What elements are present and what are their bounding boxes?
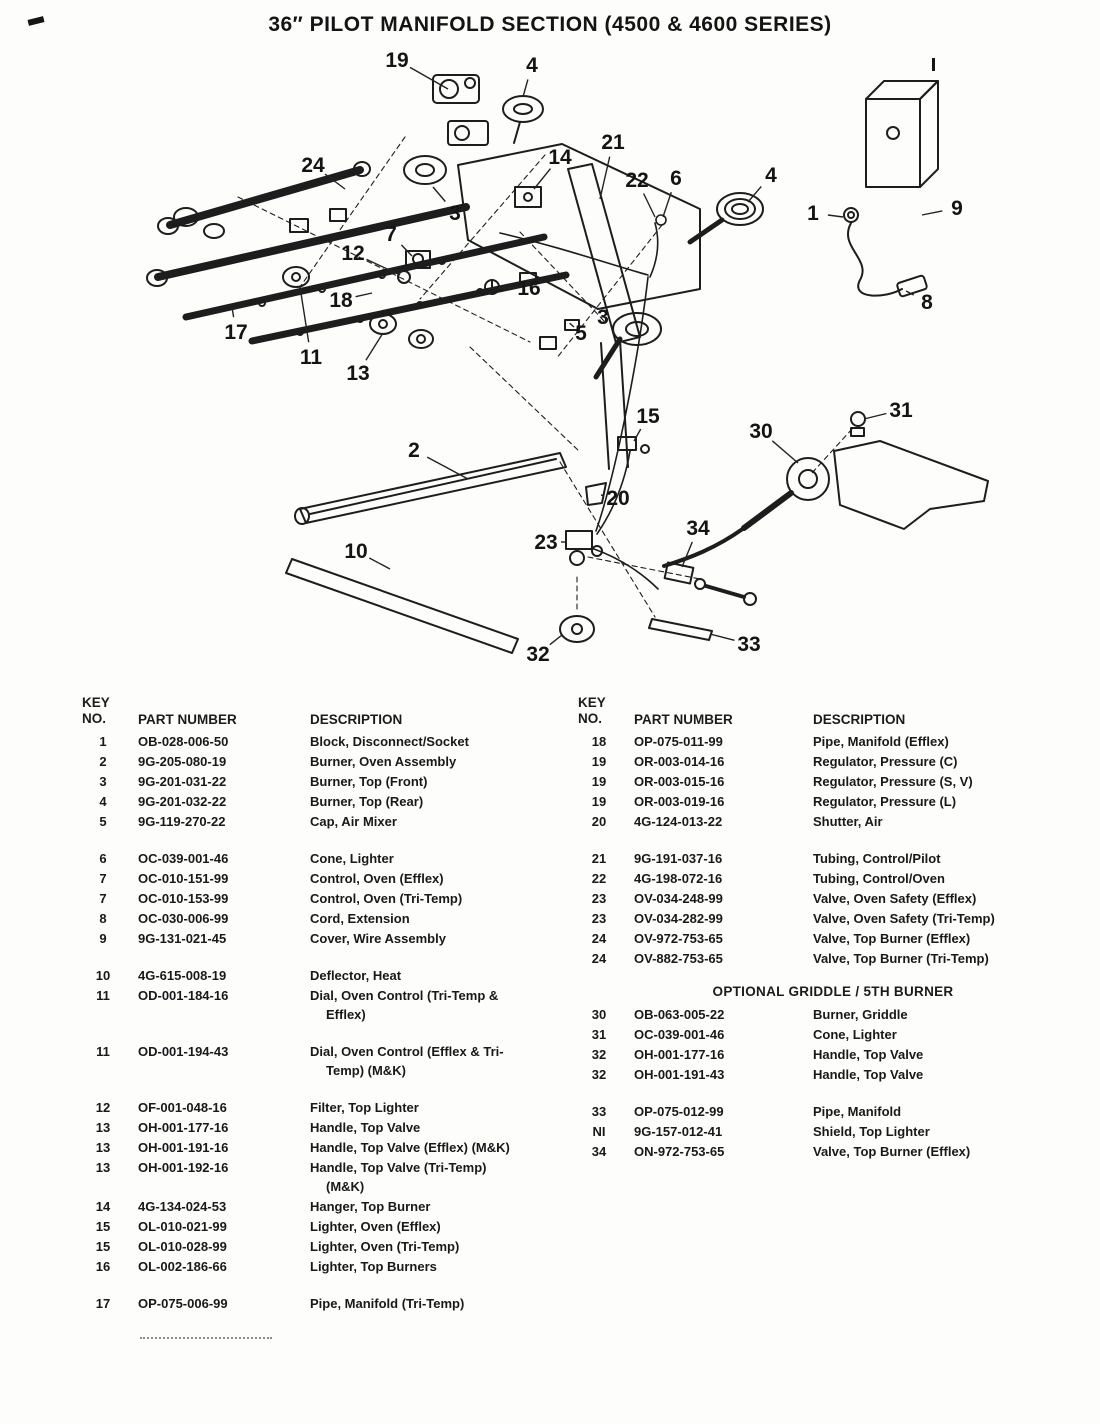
row-part: 9G-201-031-22 (138, 774, 227, 789)
row-desc: Filter, Top Lighter (310, 1100, 419, 1115)
table-row (578, 1005, 1058, 1024)
callout-leader-2 (427, 457, 468, 479)
callout-4: 4 (526, 54, 538, 77)
row-part: 4G-615-008-19 (138, 968, 227, 983)
table-row (578, 1142, 1058, 1161)
row-desc: Cone, Lighter (813, 1027, 897, 1042)
callout-2: 2 (408, 439, 420, 462)
callout-leader-9 (922, 211, 942, 215)
callout-8: 8 (921, 291, 933, 314)
table-row (82, 986, 522, 1024)
oven-burner-and-deflector (286, 453, 566, 653)
callout-7: 7 (385, 223, 397, 246)
row-part: OV-034-282-99 (634, 911, 723, 926)
row-key: 4 (99, 794, 107, 809)
row-part: 4G-134-024-53 (138, 1199, 227, 1214)
griddle-burner (664, 412, 988, 566)
row-desc: Deflector, Heat (310, 968, 402, 983)
table-row (578, 792, 1058, 811)
row-desc: Tubing, Control/Pilot (813, 851, 941, 866)
callout-33: 33 (737, 633, 761, 656)
table-row (578, 772, 1058, 791)
row-part: OV-972-753-65 (634, 931, 723, 946)
row-key: 10 (95, 968, 111, 983)
row-key: 13 (95, 1160, 111, 1175)
row-desc: Pipe, Manifold (Efflex) (813, 734, 949, 749)
row-desc: Valve, Top Burner (Tri-Temp) (813, 951, 989, 966)
table-row (82, 889, 522, 908)
burner-box-frame (458, 144, 700, 469)
row-part: OD-001-194-43 (138, 1044, 229, 1059)
row-key: 17 (95, 1296, 111, 1311)
row-key: 14 (95, 1199, 111, 1214)
table-row (578, 752, 1058, 771)
row-desc: Lighter, Oven (Tri-Temp) (310, 1239, 460, 1254)
row-part: OH-001-191-16 (138, 1140, 229, 1155)
row-key: 24 (591, 951, 607, 966)
table-row (82, 1294, 522, 1313)
table-row (82, 1042, 522, 1080)
scan-dotted-line (140, 1337, 272, 1339)
row-key: 6 (99, 851, 107, 866)
row-key: 13 (95, 1120, 111, 1135)
callout-leader-3 (433, 187, 445, 202)
row-desc: Regulator, Pressure (S, V) (813, 774, 973, 789)
table-row (82, 772, 522, 791)
row-part: OL-002-186-66 (138, 1259, 227, 1274)
callout-30: 30 (749, 420, 773, 443)
table-row (578, 732, 1058, 751)
callout-leader-4 (523, 79, 528, 97)
row-part: 9G-205-080-19 (138, 754, 227, 769)
row-part: OC-039-001-46 (634, 1027, 725, 1042)
callout-leader-32 (550, 635, 562, 645)
table-row (82, 792, 522, 811)
row-desc: Control, Oven (Tri-Temp) (310, 891, 463, 906)
table-body-left (82, 732, 522, 1313)
row-desc: Handle, Top Valve (310, 1120, 421, 1135)
callout-5: 5 (575, 322, 587, 345)
oven-lighter (618, 437, 649, 453)
callout-leader-33 (710, 634, 735, 640)
row-desc: Valve, Top Burner (Efflex) (813, 1144, 971, 1159)
row-key: 20 (591, 814, 607, 829)
table-row (82, 929, 522, 948)
table-row (82, 812, 522, 831)
row-desc: Regulator, Pressure (L) (813, 794, 957, 809)
row-desc: Burner, Top (Front) (310, 774, 428, 789)
callout-21: 21 (601, 131, 625, 154)
table-row (82, 1217, 522, 1236)
page-title: 36″ PILOT MANIFOLD SECTION (4500 & 4600 SERIES) (268, 13, 832, 36)
row-key: 34 (591, 1144, 607, 1159)
callout-11: 11 (299, 346, 323, 369)
row-part: 9G-191-037-16 (634, 851, 723, 866)
callout-13: 13 (346, 362, 370, 385)
row-part: OH-001-177-16 (634, 1047, 725, 1062)
row-key: 19 (591, 794, 607, 809)
row-desc: Cone, Lighter (310, 851, 394, 866)
callout-19: 19 (385, 49, 409, 72)
callout-9: 9 (951, 197, 963, 220)
table-body-right-a (578, 732, 1058, 968)
row-desc: Tubing, Control/Oven (813, 871, 945, 886)
row-part: OL-010-028-99 (138, 1239, 227, 1254)
table-row (578, 949, 1058, 968)
callout-15: 15 (636, 405, 660, 428)
callout-3: 3 (449, 202, 461, 225)
callout-leader-19 (410, 67, 448, 89)
callout-leader-1 (828, 215, 843, 217)
callout-20: 20 (606, 487, 630, 510)
parts-list (0, 685, 1100, 1339)
row-part: 9G-131-021-45 (138, 931, 227, 946)
table-row (578, 1102, 1058, 1121)
row-part: OH-001-191-43 (634, 1067, 725, 1082)
row-key: 3 (99, 774, 107, 789)
callout-3: 3 (597, 306, 609, 329)
callout-12: 12 (341, 242, 365, 265)
table-row (578, 849, 1058, 868)
row-part: OP-075-006-99 (138, 1296, 228, 1311)
row-part: OH-001-177-16 (138, 1120, 229, 1135)
row-desc: Handle, Top Valve (Efflex) (M&K) (310, 1140, 510, 1155)
row-key: 11 (96, 1044, 110, 1059)
row-desc: Handle, Top Valve (813, 1047, 924, 1062)
table-row (82, 1138, 522, 1157)
row-key: 18 (591, 734, 607, 749)
exploded-diagram (0, 37, 1100, 685)
row-key: 21 (591, 851, 607, 866)
table-row (578, 909, 1058, 928)
row-part: OR-003-014-16 (634, 754, 725, 769)
callout-16: 16 (517, 277, 541, 300)
row-part: OP-075-012-99 (634, 1104, 724, 1119)
table-header (82, 695, 522, 727)
row-part: OP-075-011-99 (634, 734, 723, 749)
row-key: NI (592, 1124, 606, 1139)
callout-leader-18 (356, 293, 372, 297)
row-desc: Handle, Top Valve (Tri-Temp) (M&K) (310, 1160, 487, 1194)
callout-34: 34 (686, 517, 710, 540)
table-row (82, 1118, 522, 1137)
top-burner-valve-34 (665, 562, 756, 605)
row-desc: Burner, Griddle (813, 1007, 908, 1022)
callout-leader-10 (369, 558, 390, 569)
row-key: 24 (591, 931, 607, 946)
row-desc: Regulator, Pressure (C) (813, 754, 958, 769)
row-part: OF-001-048-16 (138, 1100, 227, 1115)
row-part: 4G-198-072-16 (634, 871, 723, 886)
table-row (578, 812, 1058, 831)
row-key: 9 (99, 931, 107, 946)
row-desc: Handle, Top Valve (813, 1067, 924, 1082)
row-key: 13 (95, 1140, 111, 1155)
row-key: 16 (95, 1259, 111, 1274)
callout-4: 4 (765, 164, 777, 187)
row-part: 9G-157-012-41 (634, 1124, 723, 1139)
row-key: 11 (96, 988, 110, 1003)
row-part: OC-010-151-99 (138, 871, 229, 886)
callout-1: 1 (807, 202, 819, 225)
oven-safety-valve (566, 531, 658, 589)
row-desc: Cover, Wire Assembly (310, 931, 446, 946)
row-key: 7 (99, 891, 107, 906)
row-key: 15 (95, 1219, 111, 1234)
table-row (82, 1158, 522, 1196)
row-desc: Dial, Oven Control (Tri-Temp & Efflex) (310, 988, 499, 1022)
table-row (82, 1257, 522, 1276)
row-part: OR-003-019-16 (634, 794, 725, 809)
table-row (578, 1045, 1058, 1064)
row-key: 32 (591, 1067, 607, 1082)
parts-table-right (578, 695, 1058, 1339)
row-desc: Shield, Top Lighter (813, 1124, 930, 1139)
row-part: OC-010-153-99 (138, 891, 229, 906)
row-desc: Pipe, Manifold (813, 1104, 902, 1119)
row-part: OB-063-005-22 (634, 1007, 725, 1022)
table-row (82, 732, 522, 751)
description-header: DESCRIPTION (813, 712, 906, 727)
table-row (82, 966, 522, 985)
row-desc: Block, Disconnect/Socket (310, 734, 469, 749)
callout-leader-5 (570, 323, 574, 327)
parts-table-left (82, 695, 522, 1339)
row-desc: Lighter, Top Burners (310, 1259, 437, 1274)
row-key: 23 (591, 891, 607, 906)
table-row (578, 889, 1058, 908)
part-number-header: PART NUMBER (138, 712, 237, 727)
row-part: ON-972-753-65 (634, 1144, 725, 1159)
row-key: 30 (591, 1007, 607, 1022)
callout-leader-13 (366, 333, 383, 360)
row-part: OR-003-015-16 (634, 774, 725, 789)
row-part: OH-001-192-16 (138, 1160, 229, 1175)
optional-griddle-heading: OPTIONAL GRIDDLE / 5TH BURNER (712, 984, 954, 999)
callout-24: 24 (301, 154, 325, 177)
callout-10: 10 (344, 540, 368, 563)
row-key: 31 (591, 1027, 607, 1042)
row-desc: Burner, Top (Rear) (310, 794, 424, 809)
row-part: OC-030-006-99 (138, 911, 229, 926)
row-part: OV-882-753-65 (634, 951, 723, 966)
row-key: 1 (99, 734, 107, 749)
fifth-burner-parts (560, 616, 712, 642)
row-part: 9G-201-032-22 (138, 794, 227, 809)
callout-23: 23 (534, 531, 558, 554)
row-key: 7 (99, 871, 107, 886)
row-part: OB-028-006-50 (138, 734, 229, 749)
row-key: 22 (591, 871, 607, 886)
row-key: 12 (95, 1100, 111, 1115)
callout-6: 6 (670, 167, 682, 190)
row-key: 15 (95, 1239, 111, 1254)
callout-leader-22 (644, 194, 655, 218)
row-part: OC-039-001-46 (138, 851, 229, 866)
table-row (82, 1098, 522, 1117)
row-part: 9G-119-270-22 (138, 814, 226, 829)
row-part: OV-034-248-99 (634, 891, 723, 906)
table-row (82, 752, 522, 771)
row-key: 19 (591, 774, 607, 789)
junction-box-and-cord (844, 81, 938, 297)
table-row (82, 849, 522, 868)
row-desc: Dial, Oven Control (Efflex & Tri-Temp) (M&K) (310, 1044, 504, 1078)
callout-leader-31 (864, 414, 886, 420)
table-row (82, 909, 522, 928)
row-desc: Cap, Air Mixer (310, 814, 397, 829)
callout-22: 22 (625, 169, 649, 192)
table-row (578, 1025, 1058, 1044)
row-key: 23 (591, 911, 607, 926)
row-key: 33 (591, 1104, 607, 1119)
callout-14: 14 (548, 146, 572, 169)
row-key: 2 (99, 754, 107, 769)
row-part: 4G-124-013-22 (634, 814, 723, 829)
row-key: 19 (591, 754, 607, 769)
row-desc: Valve, Oven Safety (Tri-Temp) (813, 911, 995, 926)
table-row (82, 1197, 522, 1216)
table-row (578, 929, 1058, 948)
callout-18: 18 (329, 289, 353, 312)
row-part: OD-001-184-16 (138, 988, 229, 1003)
callout-17: 17 (224, 321, 248, 344)
air-shutter (586, 483, 606, 505)
row-desc: Valve, Top Burner (Efflex) (813, 931, 971, 946)
callout-leader-15 (634, 429, 641, 441)
row-desc: Hanger, Top Burner (310, 1199, 431, 1214)
description-header: DESCRIPTION (310, 712, 403, 727)
row-key: 8 (99, 911, 107, 926)
callout-31: 31 (889, 399, 913, 422)
key-header: KEY NO. (578, 695, 606, 726)
row-desc: Valve, Oven Safety (Efflex) (813, 891, 977, 906)
row-key: 5 (99, 814, 107, 829)
table-row (578, 869, 1058, 888)
callout-leader-34 (682, 542, 692, 567)
callout-leader-30 (772, 441, 798, 463)
table-body-right-b (578, 1005, 1058, 1161)
table-row (82, 869, 522, 888)
key-header: KEY NO. (82, 695, 110, 726)
control-tubing (500, 215, 666, 534)
row-desc: Shutter, Air (813, 814, 883, 829)
callout-leader-14 (534, 169, 551, 189)
table-header (578, 695, 1058, 727)
row-desc: Pipe, Manifold (Tri-Temp) (310, 1296, 465, 1311)
callout-leader-6 (663, 192, 671, 217)
part-number-header: PART NUMBER (634, 712, 733, 727)
row-part: OL-010-021-99 (138, 1219, 227, 1234)
table-row (578, 1122, 1058, 1141)
callout-32: 32 (526, 643, 550, 666)
exploded-diagram-svg (0, 37, 1100, 685)
row-desc: Burner, Oven Assembly (310, 754, 457, 769)
table-row (578, 1065, 1058, 1084)
row-desc: Cord, Extension (310, 911, 410, 926)
row-desc: Control, Oven (Efflex) (310, 871, 444, 886)
table-row (82, 1237, 522, 1256)
row-desc: Lighter, Oven (Efflex) (310, 1219, 441, 1234)
row-key: 32 (591, 1047, 607, 1062)
